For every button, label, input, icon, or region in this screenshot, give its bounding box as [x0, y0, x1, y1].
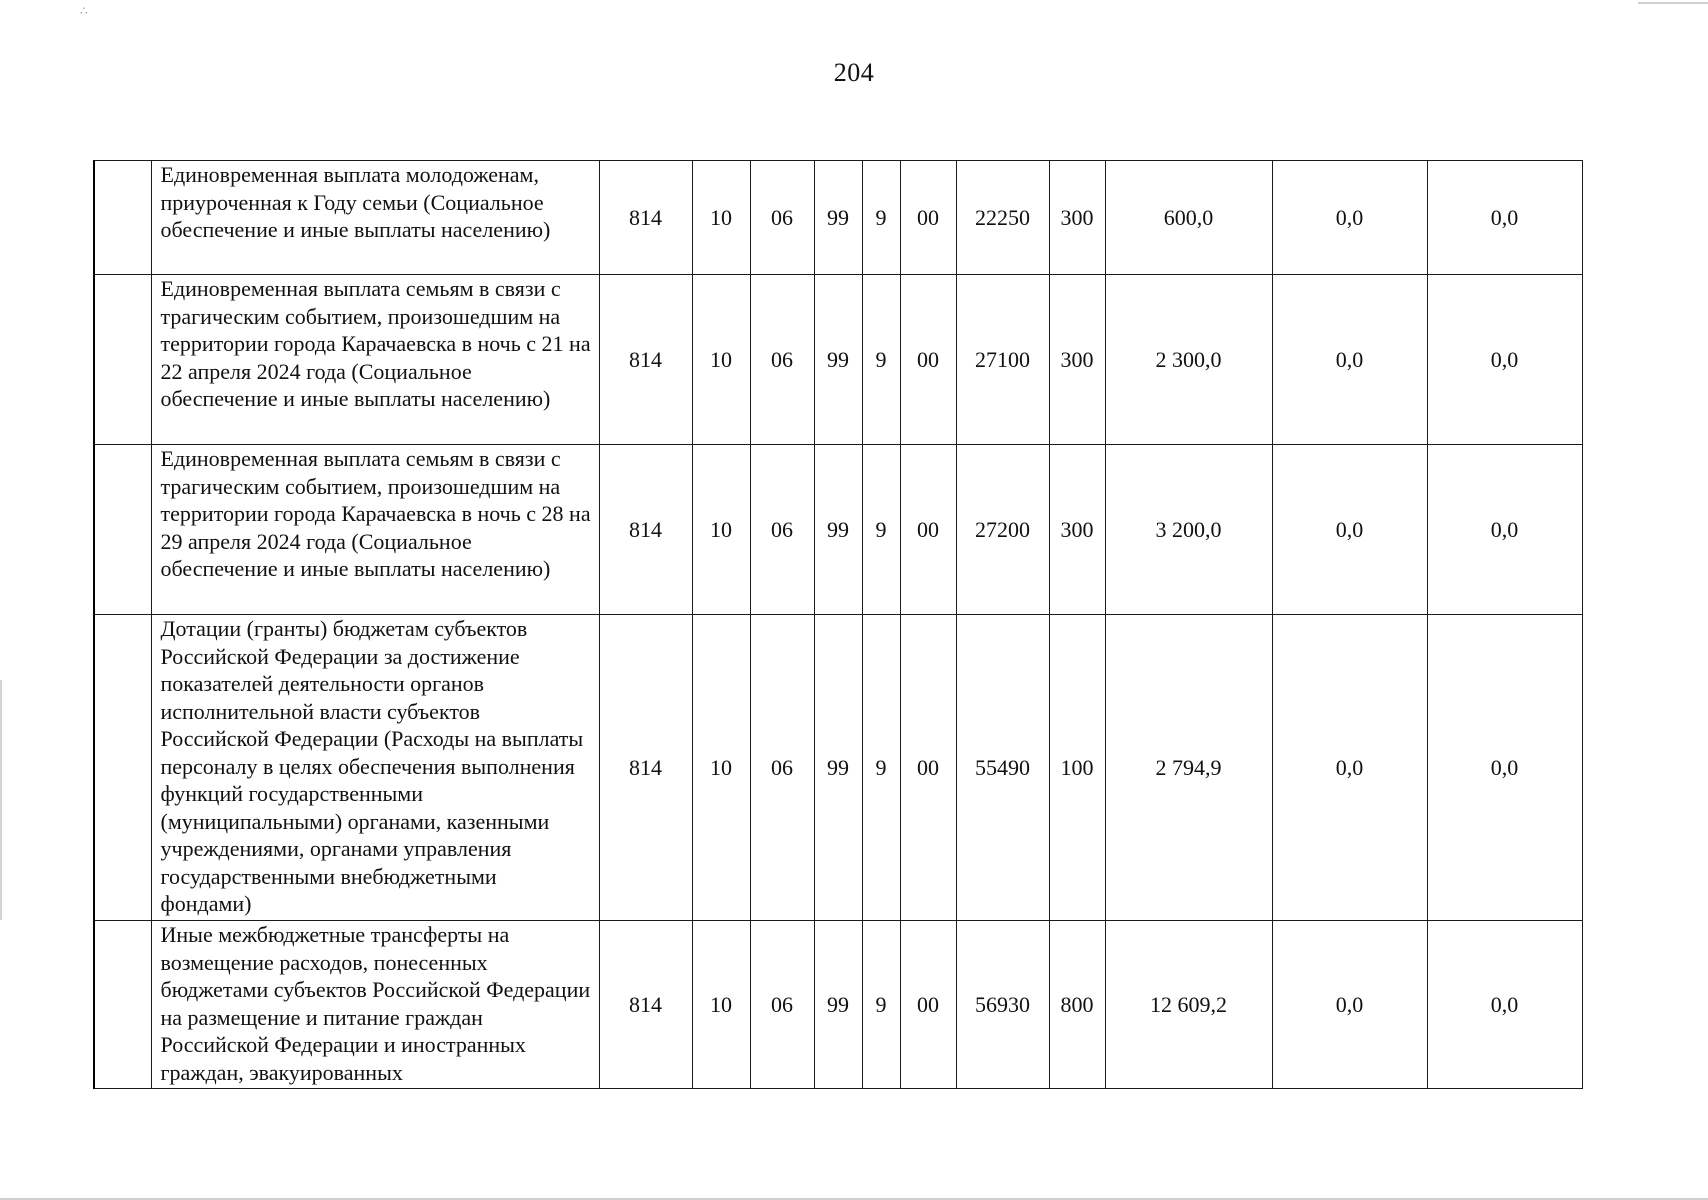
subprogram-code-cell: 9 — [862, 445, 900, 615]
target-code-cell: 56930 — [956, 921, 1049, 1089]
target-code-cell: 22250 — [956, 161, 1049, 275]
expense-type-cell: 300 — [1049, 445, 1105, 615]
description-cell: Единовременная выплата семьям в связи с трагическим событием, произошедшим на территории города Карачаевска в ночь с 21 на 22 апреля 2024 года (Социальное обеспечение и иные выплаты населению) — [151, 275, 599, 445]
amount-2024-cell: 2 300,0 — [1105, 275, 1272, 445]
section-code-cell: 10 — [692, 161, 750, 275]
subprogram-code-cell: 9 — [862, 161, 900, 275]
table-row — [94, 615, 1582, 921]
amount-2024-cell: 600,0 — [1105, 161, 1272, 275]
description-cell: Единовременная выплата молодоженам, приуроченная к Году семьи (Социальное обеспечение и иные выплаты населению) — [151, 161, 599, 275]
ministry-code-cell: 814 — [599, 275, 692, 445]
expense-type-cell: 100 — [1049, 615, 1105, 921]
scan-artifact: ∴ — [80, 4, 88, 18]
target-code-cell: 27200 — [956, 445, 1049, 615]
subprogram-code-cell: 9 — [862, 921, 900, 1089]
subsection-code-cell: 06 — [750, 445, 814, 615]
amount-2026-cell: 0,0 — [1427, 615, 1582, 921]
subsection-code-cell: 06 — [750, 275, 814, 445]
budget-table — [93, 160, 1583, 1089]
ministry-code-cell: 814 — [599, 445, 692, 615]
amount-2026-cell: 0,0 — [1427, 275, 1582, 445]
activity-code-cell: 00 — [900, 921, 956, 1089]
target-code-cell: 55490 — [956, 615, 1049, 921]
section-code-cell: 10 — [692, 921, 750, 1089]
ministry-code-cell: 814 — [599, 615, 692, 921]
program-code-cell: 99 — [814, 445, 862, 615]
expense-type-cell: 300 — [1049, 275, 1105, 445]
amount-2025-cell: 0,0 — [1272, 615, 1427, 921]
amount-2025-cell: 0,0 — [1272, 921, 1427, 1089]
section-code-cell: 10 — [692, 445, 750, 615]
amount-2024-cell: 2 794,9 — [1105, 615, 1272, 921]
amount-2024-cell: 3 200,0 — [1105, 445, 1272, 615]
activity-code-cell: 00 — [900, 445, 956, 615]
subsection-code-cell: 06 — [750, 161, 814, 275]
section-code-cell: 10 — [692, 615, 750, 921]
subprogram-code-cell: 9 — [862, 615, 900, 921]
activity-code-cell: 00 — [900, 161, 956, 275]
ministry-code-cell: 814 — [599, 161, 692, 275]
row-index-cell — [94, 615, 151, 921]
amount-2026-cell: 0,0 — [1427, 161, 1582, 275]
row-index-cell — [94, 921, 151, 1089]
subprogram-code-cell: 9 — [862, 275, 900, 445]
amount-2026-cell: 0,0 — [1427, 921, 1582, 1089]
program-code-cell: 99 — [814, 275, 862, 445]
row-index-cell — [94, 161, 151, 275]
description-cell: Дотации (гранты) бюджетам субъектов Российской Федерации за достижение показателей деятельности органов исполнительной власти субъектов Российской Федерации (Расходы на выплаты персоналу в целях обеспечения выполнения функций государственными (муниципальными) органами, казенными учреждениями, органами управления государственными внебюджетными фондами) — [151, 615, 599, 921]
program-code-cell: 99 — [814, 161, 862, 275]
ministry-code-cell: 814 — [599, 921, 692, 1089]
table-row — [94, 275, 1582, 445]
scan-edge-top — [1638, 2, 1708, 4]
program-code-cell: 99 — [814, 921, 862, 1089]
subsection-code-cell: 06 — [750, 615, 814, 921]
expense-type-cell: 800 — [1049, 921, 1105, 1089]
page-number: 204 — [833, 58, 875, 87]
amount-2025-cell: 0,0 — [1272, 275, 1427, 445]
program-code-cell: 99 — [814, 615, 862, 921]
amount-2026-cell: 0,0 — [1427, 445, 1582, 615]
activity-code-cell: 00 — [900, 615, 956, 921]
expense-type-cell: 300 — [1049, 161, 1105, 275]
amount-2024-cell: 12 609,2 — [1105, 921, 1272, 1089]
row-index-cell — [94, 445, 151, 615]
scan-edge-left — [0, 680, 2, 920]
description-cell: Единовременная выплата семьям в связи с трагическим событием, произошедшим на территории города Карачаевска в ночь с 28 на 29 апреля 2024 года (Социальное обеспечение и иные выплаты населению) — [151, 445, 599, 615]
subsection-code-cell: 06 — [750, 921, 814, 1089]
table-row — [94, 921, 1582, 1089]
row-index-cell — [94, 275, 151, 445]
table-row — [94, 445, 1582, 615]
description-cell: Иные межбюджетные трансферты на возмещение расходов, понесенных бюджетами субъектов Российской Федерации на размещение и питание граждан Российской Федерации и иностранных граждан, эвакуированных — [151, 921, 599, 1089]
target-code-cell: 27100 — [956, 275, 1049, 445]
table-row — [94, 161, 1582, 275]
section-code-cell: 10 — [692, 275, 750, 445]
activity-code-cell: 00 — [900, 275, 956, 445]
amount-2025-cell: 0,0 — [1272, 445, 1427, 615]
amount-2025-cell: 0,0 — [1272, 161, 1427, 275]
